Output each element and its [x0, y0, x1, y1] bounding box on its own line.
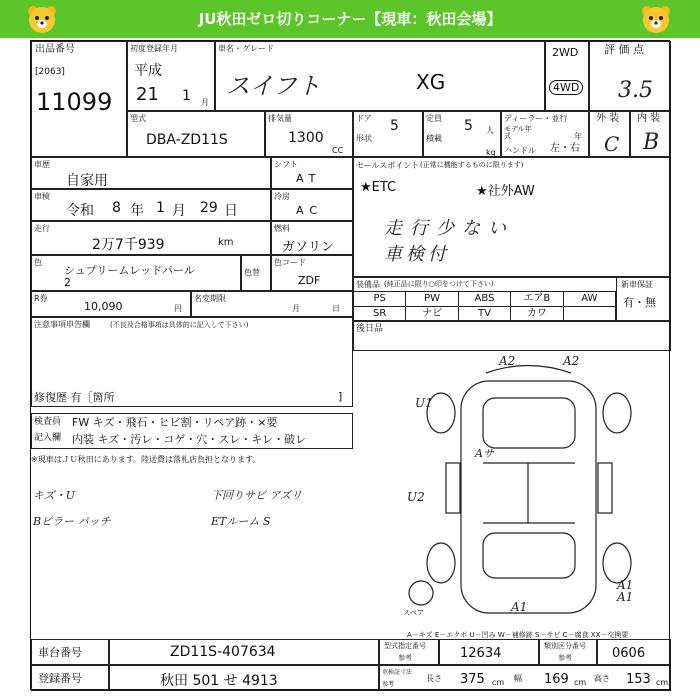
shape-label: 形状 [356, 134, 372, 143]
drive-4wd: 4WD [549, 80, 583, 95]
shift-value: AT [296, 172, 322, 185]
first-reg-box [127, 41, 215, 111]
lot-sub: [2063] [35, 67, 65, 77]
equipment-item [564, 306, 616, 321]
ac-value: AC [296, 204, 324, 217]
plate-value: 秋田 501 せ 4913 [160, 673, 278, 689]
inspection-month: 1 [156, 200, 165, 216]
year-unit: 年 [574, 132, 582, 141]
damage-legend: A－キズ E－エクボ U－凹み W－補修跡 S－サビ C－腐食 XX－交換要 [407, 631, 629, 639]
load-label: 積載 [426, 134, 442, 143]
disp-value: 1300 [288, 130, 324, 146]
inspection-box [31, 189, 271, 221]
int-label: 内 装 [637, 113, 661, 124]
equipment-item: カワ [511, 306, 563, 321]
first-reg-year: 21 [136, 84, 159, 105]
model-spec-value-cell [439, 639, 539, 665]
score-value: 3.5 [618, 78, 653, 103]
seats-label: 定員 [426, 114, 442, 123]
selling-item-etc: ★ETC [360, 180, 397, 195]
fuel-value: ガソリン [282, 240, 335, 255]
car-name-label: 車名・グレード [218, 44, 274, 53]
equipment-sub: (純正品に限り○印をつけて下さい) [384, 280, 494, 288]
later-label: 後日品 [356, 324, 384, 334]
history-box [31, 157, 271, 189]
fuel-box [271, 221, 353, 255]
score-label: 評 価 点 [604, 43, 644, 56]
selling-label: セールスポイント [356, 161, 420, 170]
hood-outline [483, 398, 575, 448]
selling-hand-1: 走行少ない [384, 218, 514, 239]
mileage-box [31, 221, 271, 255]
equipment-grid [354, 291, 616, 321]
repair-bracket: ] [338, 390, 343, 403]
fuel-label: 燃料 [274, 224, 290, 233]
new-warranty-cell [616, 278, 671, 321]
ac-label: 冷房 [274, 192, 290, 201]
ext-score-box [589, 111, 630, 157]
inspection-day: 29 [200, 200, 218, 216]
int-score-box [630, 111, 671, 157]
seats-box [423, 111, 501, 157]
color-box [31, 255, 241, 291]
header-bar [0, 0, 700, 38]
wid-unit: cm [574, 678, 587, 687]
selling-sub: (正常に機能するものに限ります) [420, 161, 524, 169]
len-value: 375 [460, 672, 485, 687]
mark-a1-bottom: A1 [511, 600, 528, 614]
chassis-value: ZD11S-407634 [170, 644, 276, 660]
dealer-box [501, 111, 589, 157]
seats-value: 5 [464, 118, 473, 134]
first-reg-label: 初度登録年月 [130, 44, 178, 53]
mileage-unit: km [218, 237, 234, 248]
class-spec-ref: 参考 [558, 654, 572, 662]
recycle-box [31, 291, 191, 317]
selling-item-aw: ★社外AW [476, 184, 535, 199]
equipment-item: PS [354, 291, 406, 306]
model-spec-value: 12634 [460, 646, 502, 661]
check-interior-row: 内装 キズ・汚レ・コゲ・穴・スレ・キレ・破レ [72, 433, 307, 446]
equipment-item: SR [354, 306, 406, 321]
seats-unit: 人 [486, 126, 494, 135]
new-warranty-label: 新車保証 [621, 280, 653, 289]
drive-box [545, 41, 589, 111]
lot-number: 11099 [36, 88, 113, 116]
mileage-value: 2万7千939 [92, 237, 165, 253]
recycle-label: R券 [34, 294, 48, 303]
disp-label: 排気量 [268, 114, 292, 123]
lot-box [31, 41, 127, 157]
inspection-era: 令和 [66, 203, 94, 219]
mark-u1: U1 [415, 396, 433, 410]
repaint-box [241, 255, 271, 291]
history-label: 車歴 [34, 160, 50, 169]
shift-box [271, 157, 353, 189]
recycle-unit: 円 [174, 304, 182, 313]
lot-label: 出品番号 [35, 44, 75, 55]
notes-label: 注意事項申告欄 [34, 320, 90, 329]
door-right [598, 463, 612, 513]
chassis-value-cell [109, 639, 379, 665]
model-label: 型式 [130, 114, 146, 123]
selling-box [353, 157, 671, 277]
new-warranty-value: 有・無 [623, 296, 656, 309]
spare-wheel [409, 581, 433, 605]
color-value: シュプリームレッドパール [64, 264, 195, 277]
wid-value: 169 [544, 672, 569, 687]
check-box [31, 413, 353, 449]
doors-value: 5 [390, 118, 399, 134]
inspection-label: 車検 [34, 192, 50, 201]
color-sub: 2 [64, 276, 71, 289]
inspection-y: 年 [130, 203, 144, 219]
drive-2wd: 2WD [552, 46, 579, 59]
mark-a2-left: A2 [499, 354, 516, 368]
bear-mascot-icon [640, 3, 672, 35]
size-cell [379, 665, 671, 691]
color-code-box [271, 255, 353, 291]
mark-u2: U2 [407, 490, 425, 504]
class-spec-label: 類別区分番号 [544, 642, 586, 650]
score-box [589, 41, 671, 111]
model-spec-ref: 参考 [398, 654, 412, 662]
wheel-rear-left [427, 543, 455, 583]
color-label: 色 [34, 258, 42, 267]
model-spec-label-cell [379, 639, 439, 665]
first-reg-era: 平成 [134, 63, 162, 79]
disp-unit: CC [332, 146, 344, 155]
color-code: ZDF [298, 274, 321, 287]
ext-label: 外 装 [596, 113, 620, 124]
repair-history: 修復歴 有［箇所 [34, 391, 115, 404]
equipment-item: ABS [459, 291, 511, 306]
class-spec-label-cell [539, 639, 597, 665]
doors-label: ドア [356, 114, 372, 123]
header-title: JU秋田ゼロ切りコーナー【現車：秋田会場】 [198, 10, 502, 28]
size-label: 車検証寸法 [382, 669, 413, 676]
notes-sub: (不良及合格事項は具体的に記入して下さい) [110, 321, 249, 329]
ext-score: C [604, 132, 620, 156]
check-label-2: 記入欄 [34, 433, 62, 443]
mileage-label: 走行 [34, 224, 50, 233]
handnote-4: ETルーム S [211, 515, 271, 528]
first-reg-month: 1 [182, 88, 191, 104]
dealer-label: ディーラー・並行 [504, 114, 568, 123]
equipment-item: AW [564, 291, 616, 306]
mark-a1-right-2: A1 [617, 590, 634, 604]
inspection-year: 8 [112, 200, 121, 216]
equipment-item: PW [406, 291, 458, 306]
equipment-item: ナビ [406, 306, 458, 321]
hei-value: 153 [626, 672, 651, 687]
first-reg-month-unit: 月 [201, 98, 209, 107]
model-box [127, 111, 265, 157]
selling-hand-2: 車検付 [384, 244, 450, 265]
car-name: スイフト [226, 72, 321, 100]
location-note: ※現車はＪＵ秋田にあります。陸送費は落札店負担となります。 [31, 455, 261, 464]
spare-label: スペア [403, 609, 424, 617]
name-change-m: 月 [292, 304, 300, 313]
notes-box [31, 317, 353, 407]
check-exterior-row: FW キズ・飛石・ヒビ割・リペア跡・×要 [72, 416, 278, 429]
wheel-rear-right [603, 543, 631, 583]
load-unit: kg [486, 148, 496, 157]
handle-value: 左・右 [550, 143, 580, 154]
equipment-label: 装備品 [356, 280, 380, 289]
equipment-item: TV [459, 306, 511, 321]
len-unit: cm [492, 678, 505, 687]
bear-mascot-icon [26, 3, 58, 35]
plate-label: 登録番号 [38, 672, 82, 685]
inspection-d: 日 [224, 203, 238, 219]
car-name-box [215, 41, 545, 111]
size-ref: 参考 [382, 681, 395, 688]
inspection-m: 月 [172, 203, 186, 219]
handnote-1: キズ・U [33, 489, 76, 502]
handnote-2: 下回りサビ アズリ [211, 489, 303, 502]
handle-label: ハンドル [504, 146, 536, 155]
name-change-d: 日 [332, 304, 340, 313]
hei-label: 高さ [594, 674, 610, 683]
mark-atu: Aサ [475, 447, 494, 460]
repaint-label: 色替 [244, 268, 260, 277]
class-spec-value: 0606 [612, 646, 646, 661]
len-label: 長さ [426, 674, 442, 683]
color-code-label: 色コード [274, 258, 306, 267]
check-label-1: 検査員 [34, 417, 62, 427]
plate-label-cell [31, 665, 109, 691]
class-spec-value-cell [597, 639, 671, 665]
car-grade: XG [416, 70, 446, 94]
recycle-value: 10,090 [84, 300, 123, 313]
hei-unit: cm [656, 678, 669, 687]
int-score: B [643, 130, 660, 155]
chassis-label: 車台番号 [38, 646, 82, 659]
handnote-3: Bピラー パッチ [33, 515, 111, 528]
wid-label: 幅 [514, 674, 522, 683]
mark-a2-right: A2 [563, 354, 580, 368]
chassis-label-cell [31, 639, 109, 665]
equipment-item: エアB [511, 291, 563, 306]
later-box [353, 321, 671, 351]
door-left [446, 463, 460, 513]
model-value: DBA-ZD11S [146, 132, 228, 148]
name-change-label: 名変期限 [194, 294, 226, 303]
shift-label: シフト [274, 160, 298, 169]
disp-box [265, 111, 353, 157]
plate-value-cell [109, 665, 379, 691]
model-year-label: モデル年式 [504, 125, 532, 140]
ac-box [271, 189, 353, 221]
auction-sheet [30, 40, 670, 690]
doors-box [353, 111, 423, 157]
trunk-outline [483, 533, 575, 578]
name-change-box [191, 291, 353, 317]
history-value: 自家用 [66, 173, 108, 189]
model-spec-label: 型式指定番号 [384, 642, 426, 650]
wheel-front-right [603, 393, 631, 433]
equipment-box [353, 277, 671, 321]
mark-a1-right: A1 [617, 578, 634, 592]
